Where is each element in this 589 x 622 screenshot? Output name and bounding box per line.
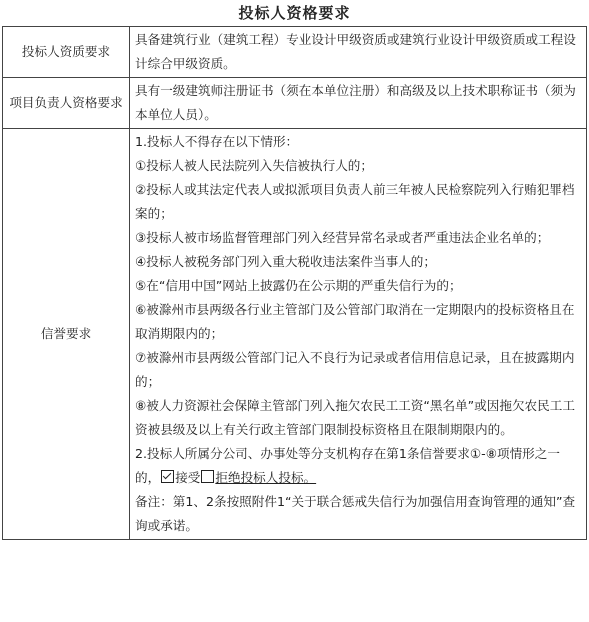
accept-checkbox[interactable] bbox=[161, 470, 174, 483]
credit-line-1: 1.投标人不得存在以下情形： bbox=[135, 134, 299, 149]
credit-line-2-text: 2.投标人所属分公司、办事处等分支机构存在第1条信誉要求①-⑧项情形之一的， bbox=[135, 446, 560, 485]
credit-item-5: ⑤在“信用中国”网站上披露仍在公示期的严重失信行为的； bbox=[135, 278, 462, 293]
credit-item-6: ⑥被滁州市县两级各行业主管部门及公管部门取消在一定期限内的投标资格且在取消期限内的； bbox=[135, 302, 575, 341]
accept-label: 接受 bbox=[175, 470, 201, 485]
credit-note: 备注：第1、2条按照附件1“关于联合惩戒失信行为加强信用查询管理的通知”查询或承诺。 bbox=[135, 494, 576, 533]
credit-item-7: ⑦被滁州市县两级公管部门记入不良行为记录或者信用信息记录，且在披露期内的； bbox=[135, 350, 575, 389]
reject-label: 拒绝投标人投标。 bbox=[215, 470, 317, 485]
row-label-bidder-qualification: 投标人资质要求 bbox=[3, 27, 130, 78]
row-content-bidder-qualification: 具备建筑行业（建筑工程）专业设计甲级资质或建筑行业设计甲级资质或工程设计综合甲级资质。 bbox=[130, 27, 587, 78]
credit-item-3: ③投标人被市场监督管理部门列入经营异常名录或者严重违法企业名单的； bbox=[135, 230, 550, 245]
reject-checkbox[interactable] bbox=[201, 470, 214, 483]
row-content-project-leader: 具有一级建筑师注册证书（须在本单位注册）和高级及以上技术职称证书（须为本单位人员）。 bbox=[130, 78, 587, 129]
page-title: 投标人资格要求 bbox=[238, 4, 351, 22]
qualification-table bbox=[2, 26, 587, 540]
credit-item-2: ②投标人或其法定代表人或拟派项目负责人前三年被人民检察院列入行贿犯罪档案的； bbox=[135, 182, 575, 221]
row-content-credit bbox=[130, 129, 587, 540]
credit-line-2 bbox=[135, 442, 581, 490]
credit-item-8: ⑧被人力资源社会保障主管部门列入拖欠农民工工资“黑名单”或因拖欠农民工工资被县级及以上有关行政主管部门限制投标资格且在限制期限内的。 bbox=[135, 398, 575, 437]
credit-item-1: ①投标人被人民法院列入失信被执行人的； bbox=[135, 158, 373, 173]
table-row bbox=[3, 129, 587, 540]
row-label-credit: 信誉要求 bbox=[3, 129, 130, 540]
table-row bbox=[3, 78, 587, 129]
table-row bbox=[3, 27, 587, 78]
credit-item-4: ④投标人被税务部门列入重大税收违法案件当事人的； bbox=[135, 254, 436, 269]
row-label-project-leader: 项目负责人资格要求 bbox=[3, 78, 130, 129]
